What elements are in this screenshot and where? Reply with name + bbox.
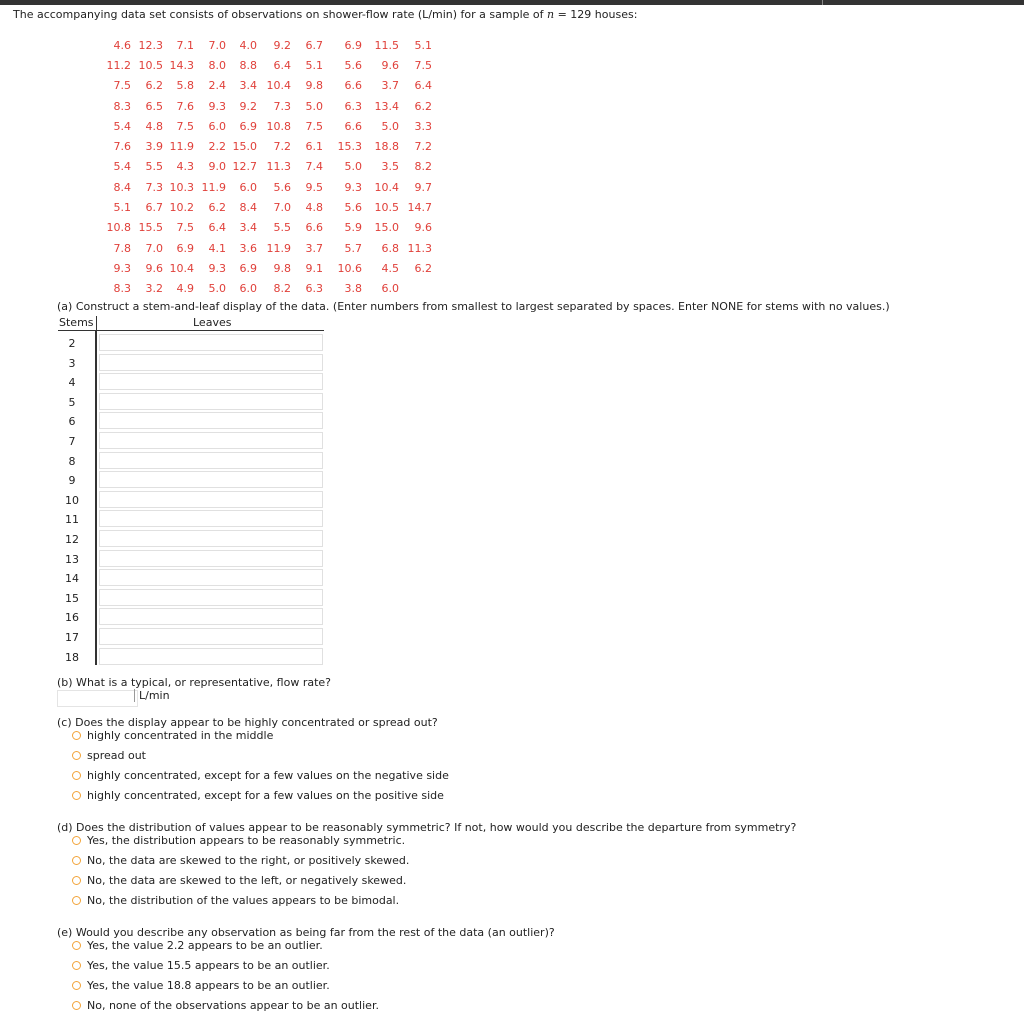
data-value: 7.5 — [414, 58, 432, 72]
data-value: 10.5 — [138, 58, 163, 72]
data-value: 10.3 — [169, 180, 194, 194]
data-value: 6.5 — [145, 99, 163, 113]
stem-value: 17 — [65, 631, 79, 644]
data-value: 5.6 — [273, 180, 291, 194]
data-value: 7.0 — [208, 38, 226, 52]
data-row — [103, 279, 432, 299]
stem-value: 16 — [65, 611, 79, 625]
data-value: 9.3 — [208, 99, 226, 113]
data-value: 3.3 — [414, 119, 432, 133]
data-value: 18.8 — [374, 140, 399, 154]
answer-option[interactable] — [72, 894, 399, 907]
data-value: 5.1 — [414, 38, 432, 52]
data-value: 7.2 — [414, 140, 432, 154]
data-value: 5.0 — [344, 160, 362, 174]
stem-value: 18 — [65, 650, 79, 664]
data-value: 8.2 — [414, 160, 432, 174]
data-value: 4.9 — [176, 282, 194, 296]
leaves-input[interactable] — [99, 550, 323, 567]
data-value: 5.0 — [208, 282, 226, 296]
stem-value: 3 — [68, 356, 76, 370]
answer-option[interactable] — [72, 729, 273, 742]
data-value: 4.3 — [176, 160, 194, 174]
leaves-input[interactable] — [99, 354, 323, 371]
data-value: 7.5 — [176, 221, 194, 235]
data-value: 2.2 — [208, 140, 226, 154]
data-value: 9.0 — [208, 160, 226, 174]
data-value: 6.6 — [305, 221, 323, 235]
answer-option[interactable] — [72, 769, 449, 782]
data-row — [103, 136, 432, 156]
data-value: 3.9 — [145, 140, 163, 154]
leaves-input[interactable] — [99, 628, 323, 645]
leaves-header: Leaves — [193, 316, 232, 329]
data-value: 5.4 — [113, 119, 131, 133]
data-table — [103, 35, 432, 299]
leaves-input[interactable] — [99, 452, 323, 469]
data-value: 3.6 — [239, 241, 257, 255]
radio-button[interactable] — [72, 751, 81, 760]
stems-header: Stems — [59, 316, 94, 329]
stem-leaf-header — [58, 316, 324, 331]
data-row — [103, 55, 432, 75]
leaves-input[interactable] — [99, 491, 323, 508]
option-label: Yes, the value 2.2 appears to be an outlier. — [87, 939, 323, 952]
data-row — [103, 238, 432, 258]
data-value: 8.8 — [239, 58, 257, 72]
data-value: 9.3 — [208, 261, 226, 275]
stem-value: 15 — [65, 591, 79, 605]
radio-button[interactable] — [72, 941, 81, 950]
option-label: No, the data are skewed to the left, or negatively skewed. — [87, 874, 407, 887]
answer-option[interactable] — [72, 834, 405, 847]
data-value: 9.5 — [305, 180, 323, 194]
header-divider — [96, 316, 97, 330]
data-value: 4.8 — [305, 201, 323, 215]
stem-value: 6 — [68, 415, 76, 429]
data-value: 10.8 — [106, 221, 131, 235]
data-row — [103, 116, 432, 136]
radio-button[interactable] — [72, 836, 81, 845]
data-value: 3.8 — [344, 282, 362, 296]
option-label: highly concentrated, except for a few values on the positive side — [87, 789, 444, 802]
data-value: 3.5 — [381, 160, 399, 174]
data-row — [103, 35, 432, 55]
data-value: 7.2 — [273, 140, 291, 154]
data-value: 7.6 — [113, 140, 131, 154]
stem-value: 4 — [68, 376, 76, 390]
leaves-input[interactable] — [99, 510, 323, 527]
data-value: 11.9 — [169, 140, 194, 154]
option-label: Yes, the value 15.5 appears to be an outlier. — [87, 959, 330, 972]
data-value: 9.8 — [273, 261, 291, 275]
data-value: 6.6 — [344, 119, 362, 133]
data-value: 7.8 — [113, 241, 131, 255]
data-value: 9.2 — [239, 99, 257, 113]
data-value: 8.0 — [208, 58, 226, 72]
question-b: (b) What is a typical, or representative, flow rate? — [57, 676, 332, 689]
data-value: 9.6 — [414, 221, 432, 235]
data-value: 6.0 — [208, 119, 226, 133]
data-value: 9.6 — [145, 261, 163, 275]
data-row — [103, 218, 432, 238]
radio-button[interactable] — [72, 791, 81, 800]
data-value: 5.7 — [344, 241, 362, 255]
question-a: (a) Construct a stem-and-leaf display of the data. (Enter numbers from smallest to largest separated by spaces. Enter NONE for stems with no values.) — [57, 300, 890, 313]
data-value: 7.3 — [145, 180, 163, 194]
answer-option[interactable] — [72, 979, 330, 992]
data-value: 10.8 — [266, 119, 291, 133]
stem-value: 2 — [68, 337, 76, 350]
n-variable: n — [547, 8, 555, 21]
data-value: 7.4 — [305, 160, 323, 174]
data-row — [103, 96, 432, 116]
data-value: 4.0 — [239, 38, 257, 52]
data-value: 7.5 — [113, 79, 131, 93]
data-value: 9.3 — [344, 180, 362, 194]
radio-button[interactable] — [72, 731, 81, 740]
data-value: 7.5 — [176, 119, 194, 133]
top-bar-divider — [822, 0, 823, 5]
data-value: 3.7 — [381, 79, 399, 93]
leaves-input[interactable] — [99, 393, 323, 410]
data-value: 6.9 — [239, 119, 257, 133]
leaves-input[interactable] — [99, 471, 323, 488]
data-value: 6.7 — [305, 38, 323, 52]
data-value: 6.0 — [381, 282, 399, 296]
data-value: 5.6 — [344, 201, 362, 215]
data-value: 10.4 — [374, 180, 399, 194]
data-value: 6.0 — [239, 282, 257, 296]
answer-option[interactable] — [72, 939, 323, 952]
question-d: (d) Does the distribution of values appear to be reasonably symmetric? If not, how would you describe the departure from symmetry? — [57, 821, 797, 834]
data-value: 7.0 — [273, 201, 291, 215]
option-label: No, none of the observations appear to be an outlier. — [87, 999, 379, 1012]
data-value: 14.3 — [169, 58, 194, 72]
data-value: 6.8 — [381, 241, 399, 255]
data-row — [103, 258, 432, 278]
data-value: 9.8 — [305, 79, 323, 93]
stem-value: 13 — [65, 552, 79, 566]
data-value: 10.2 — [169, 201, 194, 215]
leaves-input[interactable] — [99, 432, 323, 449]
data-value: 7.3 — [273, 99, 291, 113]
answer-option[interactable] — [72, 749, 146, 762]
data-value: 3.2 — [145, 282, 163, 296]
data-value: 3.7 — [305, 241, 323, 255]
data-value: 10.4 — [266, 79, 291, 93]
data-value: 6.7 — [145, 201, 163, 215]
data-value: 11.5 — [374, 38, 399, 52]
leaves-input[interactable] — [99, 589, 323, 606]
answer-option[interactable] — [72, 999, 379, 1012]
leaves-input[interactable] — [99, 412, 323, 429]
typical-flow-rate-input[interactable] — [57, 690, 138, 707]
leaves-input[interactable] — [99, 608, 323, 625]
radio-button[interactable] — [72, 981, 81, 990]
data-value: 3.4 — [239, 79, 257, 93]
data-value: 8.3 — [113, 99, 131, 113]
data-value: 15.0 — [232, 140, 257, 154]
stem-divider — [95, 330, 97, 665]
data-value: 7.0 — [145, 241, 163, 255]
data-row — [103, 197, 432, 217]
data-value: 6.0 — [239, 180, 257, 194]
data-value: 4.1 — [208, 241, 226, 255]
answer-option[interactable] — [72, 959, 330, 972]
option-label: Yes, the value 18.8 appears to be an outlier. — [87, 979, 330, 992]
data-value: 6.3 — [344, 99, 362, 113]
data-table-body — [103, 35, 432, 299]
stem-value: 12 — [65, 533, 79, 546]
data-value: 12.3 — [138, 38, 163, 52]
data-value: 5.0 — [305, 99, 323, 113]
stem-value: 9 — [68, 474, 76, 488]
data-value: 6.2 — [145, 79, 163, 93]
data-value: 5.4 — [113, 160, 131, 174]
data-value: 5.1 — [305, 58, 323, 72]
data-row — [103, 157, 432, 177]
stem-value: 10 — [65, 493, 79, 507]
data-value: 5.5 — [145, 160, 163, 174]
data-value: 4.6 — [113, 38, 131, 52]
question-e: (e) Would you describe any observation as being far from the rest of the data (an outlier)? — [57, 926, 555, 939]
data-value: 6.3 — [305, 282, 323, 296]
radio-button[interactable] — [72, 876, 81, 885]
data-value: 15.3 — [337, 140, 362, 154]
radio-button[interactable] — [72, 961, 81, 970]
stem-value: 14 — [65, 572, 79, 586]
data-value: 8.4 — [113, 180, 131, 194]
data-value: 9.2 — [273, 38, 291, 52]
option-label: spread out — [87, 749, 146, 762]
data-value: 15.5 — [138, 221, 163, 235]
answer-option[interactable] — [72, 789, 444, 802]
data-value: 11.3 — [266, 160, 291, 174]
data-value: 2.4 — [208, 79, 226, 93]
data-value: 9.6 — [381, 58, 399, 72]
data-value: 11.9 — [266, 241, 291, 255]
data-value: 11.2 — [106, 58, 131, 72]
top-bar — [0, 0, 1024, 5]
data-value: 5.1 — [113, 201, 131, 215]
data-value: 5.6 — [344, 58, 362, 72]
stem-value: 5 — [68, 395, 76, 409]
data-value: 6.9 — [344, 38, 362, 52]
data-value: 4.5 — [381, 261, 399, 275]
question-c: (c) Does the display appear to be highly concentrated or spread out? — [57, 716, 438, 729]
option-label: No, the data are skewed to the right, or positively skewed. — [87, 854, 410, 867]
data-value: 6.4 — [414, 79, 432, 93]
data-value: 5.8 — [176, 79, 194, 93]
option-label: highly concentrated in the middle — [87, 729, 274, 742]
flow-rate-unit: L/min — [134, 689, 170, 702]
data-row — [103, 177, 432, 197]
data-value: 6.2 — [208, 201, 226, 215]
leaves-input[interactable] — [99, 334, 323, 351]
data-value: 15.0 — [374, 221, 399, 235]
radio-button[interactable] — [72, 1001, 81, 1010]
option-label: Yes, the distribution appears to be reasonably symmetric. — [87, 834, 406, 847]
problem-intro: The accompanying data set consists of observations on shower-flow rate (L/min) for a sample of n = 129 houses: — [13, 8, 638, 21]
data-value: 5.9 — [344, 221, 362, 235]
data-value: 6.9 — [239, 261, 257, 275]
data-value: 11.3 — [407, 241, 432, 255]
data-value: 5.5 — [273, 221, 291, 235]
data-value: 8.4 — [239, 201, 257, 215]
answer-option[interactable] — [72, 874, 406, 887]
data-value: 9.7 — [414, 180, 432, 194]
radio-button[interactable] — [72, 771, 81, 780]
data-value: 11.9 — [201, 180, 226, 194]
data-value: 14.7 — [407, 201, 432, 215]
data-value: 10.5 — [374, 201, 399, 215]
data-value: 9.1 — [305, 261, 323, 275]
stem-value: 11 — [65, 513, 79, 527]
data-value: 6.2 — [414, 261, 432, 275]
data-value: 8.3 — [113, 282, 131, 296]
data-row — [103, 76, 432, 96]
data-value: 10.6 — [337, 261, 362, 275]
data-value: 8.2 — [273, 282, 291, 296]
stem-value: 8 — [68, 454, 76, 468]
option-label: highly concentrated, except for a few values on the negative side — [87, 769, 449, 782]
leaves-input[interactable] — [99, 569, 323, 586]
data-value: 6.4 — [208, 221, 226, 235]
leaves-input[interactable] — [99, 530, 323, 547]
data-value: 7.6 — [176, 99, 194, 113]
data-value: 4.8 — [145, 119, 163, 133]
data-value: 7.1 — [176, 38, 194, 52]
data-value: 6.2 — [414, 99, 432, 113]
data-value: 7.5 — [305, 119, 323, 133]
data-value: 6.6 — [344, 79, 362, 93]
data-value: 6.9 — [176, 241, 194, 255]
option-label: No, the distribution of the values appears to be bimodal. — [87, 894, 400, 907]
radio-button[interactable] — [72, 856, 81, 865]
leaves-input[interactable] — [99, 373, 323, 390]
leaves-input[interactable] — [99, 648, 323, 665]
data-value — [399, 279, 432, 299]
data-value: 9.3 — [113, 261, 131, 275]
stem-value: 7 — [68, 435, 76, 448]
data-value: 10.4 — [169, 261, 194, 275]
data-value: 3.4 — [239, 221, 257, 235]
data-value: 5.0 — [381, 119, 399, 133]
data-value: 13.4 — [374, 99, 399, 113]
data-value: 6.4 — [273, 58, 291, 72]
radio-button[interactable] — [72, 896, 81, 905]
data-value: 12.7 — [232, 160, 257, 174]
data-value: 6.1 — [305, 140, 323, 154]
answer-option[interactable] — [72, 854, 409, 867]
